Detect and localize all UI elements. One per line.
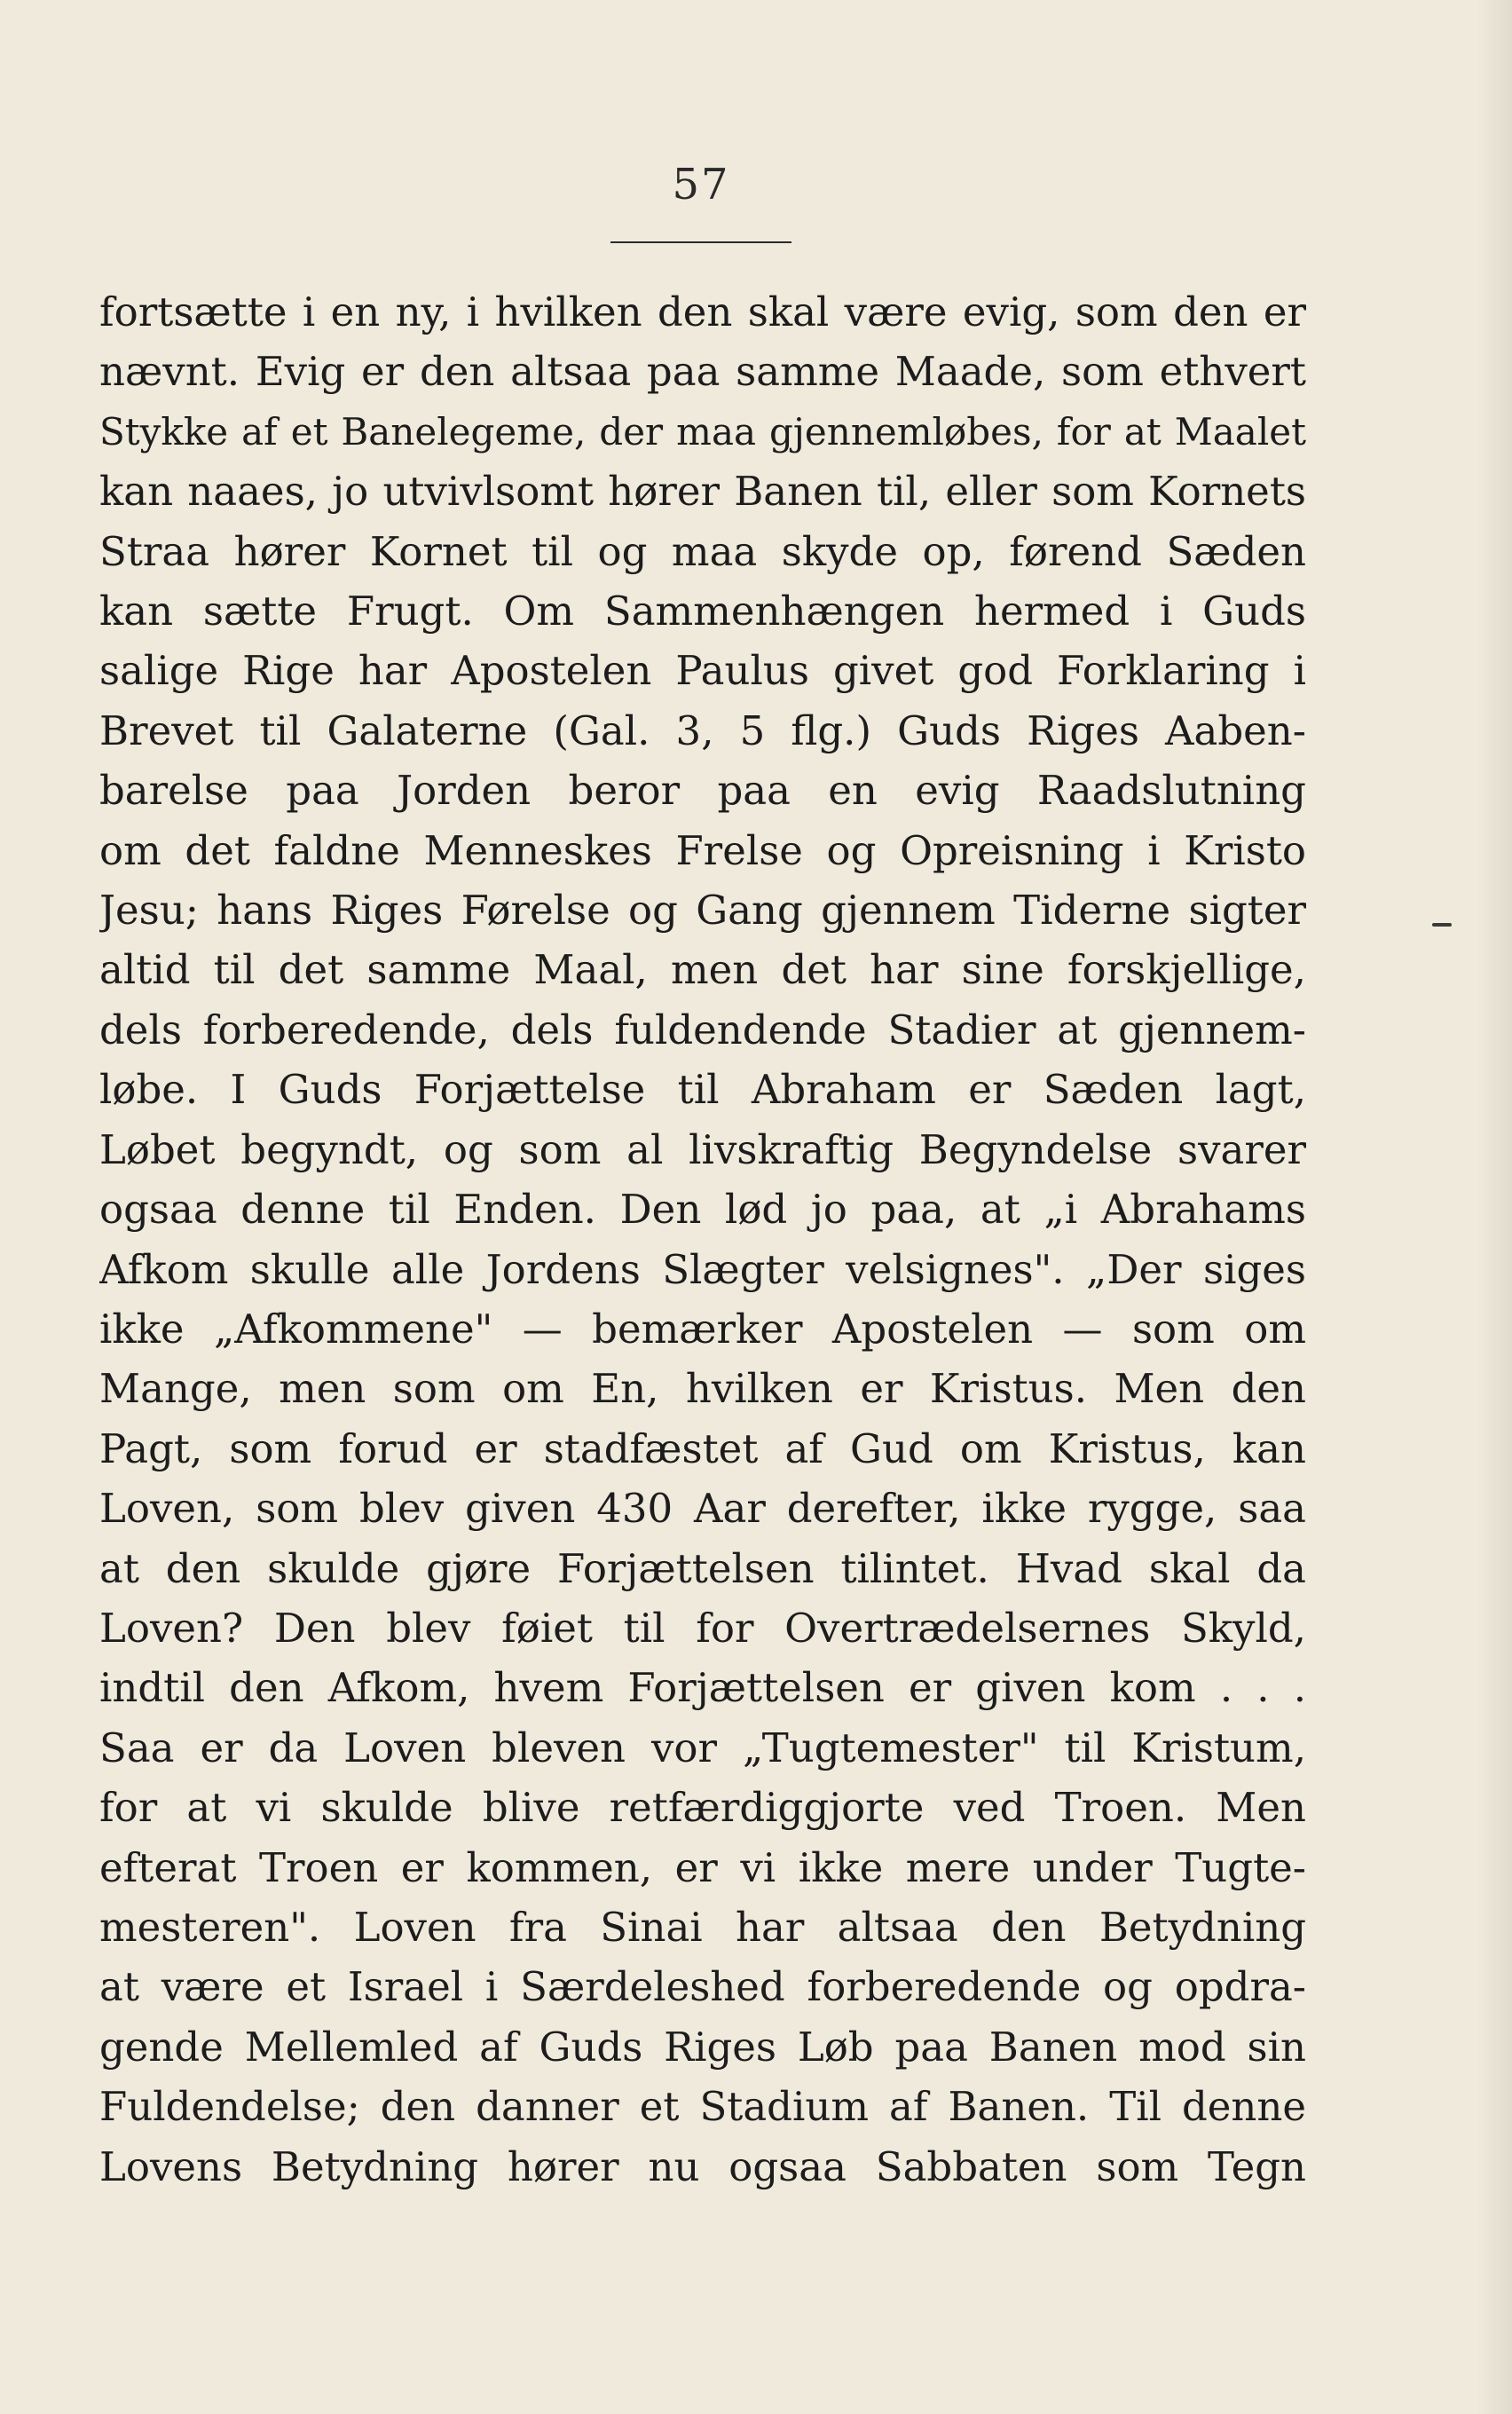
text-line: Loven? Den blev føiet til for Overtrædelsernes Skyld, [99,1604,1306,1652]
text-line: for at vi skulde blive retfærdiggjorte ved Troen. Men [99,1784,1306,1832]
text-line: Jesu; hans Riges Førelse og Gang gjennem Tiderne sigter [99,887,1306,935]
text-line: Straa hører Kornet til og maa skyde op, førend Sæden [99,527,1306,575]
text-line: Pagt, som forud er stadfæstet af Gud om Kristus, kan [99,1424,1306,1472]
body-text [99,282,1306,2197]
text-line: om det faldne Menneskes Frelse og Opreisning i Kristo [99,826,1306,874]
page-edge-shade [1477,0,1512,2414]
text-line: at være et Israel i Særdeleshed forberedende og opdra- [99,1963,1306,2011]
text-line: Afkom skulle alle Jordens Slægter velsignes". „Der siges [99,1245,1306,1293]
text-line: Løbet begyndt, og som al livskraftig Begyndelse svarer [99,1125,1306,1173]
header-rule [610,241,791,243]
text-line: kan naaes, jo utvivlsomt hører Banen til, eller som Kornets [99,468,1306,516]
text-line: Stykke af et Banelegeme, der maa gjennemløbes, for at Maalet [99,409,1306,454]
text-line: ogsaa denne til Enden. Den lød jo paa, at „i Abrahams [99,1186,1306,1234]
text-line: Brevet til Galaterne (Gal. 3, 5 flg.) Guds Riges Aaben- [99,706,1306,754]
text-line: fortsætte i en ny, i hvilken den skal være evig, som den er [99,288,1306,335]
page-number: 57 [672,160,730,209]
text-line: indtil den Afkom, hvem Forjættelsen er given kom . . . [99,1664,1306,1712]
text-line: dels forberedende, dels fuldendende Stadier at gjennem- [99,1006,1306,1053]
text-line: Lovens Betydning hører nu ogsaa Sabbaten som Tegn [99,2142,1306,2190]
text-line: Fuldendelse; den danner et Stadium af Banen. Til denne [99,2083,1306,2131]
text-line: Mange, men som om En, hvilken er Kristus. Men den [99,1365,1306,1413]
text-line: barelse paa Jorden beror paa en evig Raadslutning [99,767,1306,815]
text-line: kan sætte Frugt. Om Sammenhængen hermed i Guds [99,588,1306,635]
text-line: altid til det samme Maal, men det har sine forskjellige, [99,946,1306,994]
text-line: salige Rige har Apostelen Paulus givet god Forklaring i [99,647,1306,695]
text-line: Saa er da Loven bleven vor „Tugtemester" til Kristum, [99,1724,1306,1771]
text-line: ikke „Afkommene" — bemærker Apostelen — som om [99,1305,1306,1353]
text-line: gende Mellemled af Guds Riges Løb paa Banen mod sin [99,2023,1306,2071]
text-line: at den skulde gjøre Forjættelsen tilintet. Hvad skal da [99,1544,1306,1592]
text-line: løbe. I Guds Forjættelse til Abraham er Sæden lagt, [99,1066,1306,1114]
text-line: nævnt. Evig er den altsaa paa samme Maade, som ethvert [99,348,1306,396]
text-line: Loven, som blev given 430 Aar derefter, ikke rygge, saa [99,1485,1306,1533]
margin-mark [1432,923,1452,927]
text-line: mesteren". Loven fra Sinai har altsaa den Betydning [99,1903,1306,1951]
text-line: efterat Troen er kommen, er vi ikke mere under Tugte- [99,1843,1306,1891]
